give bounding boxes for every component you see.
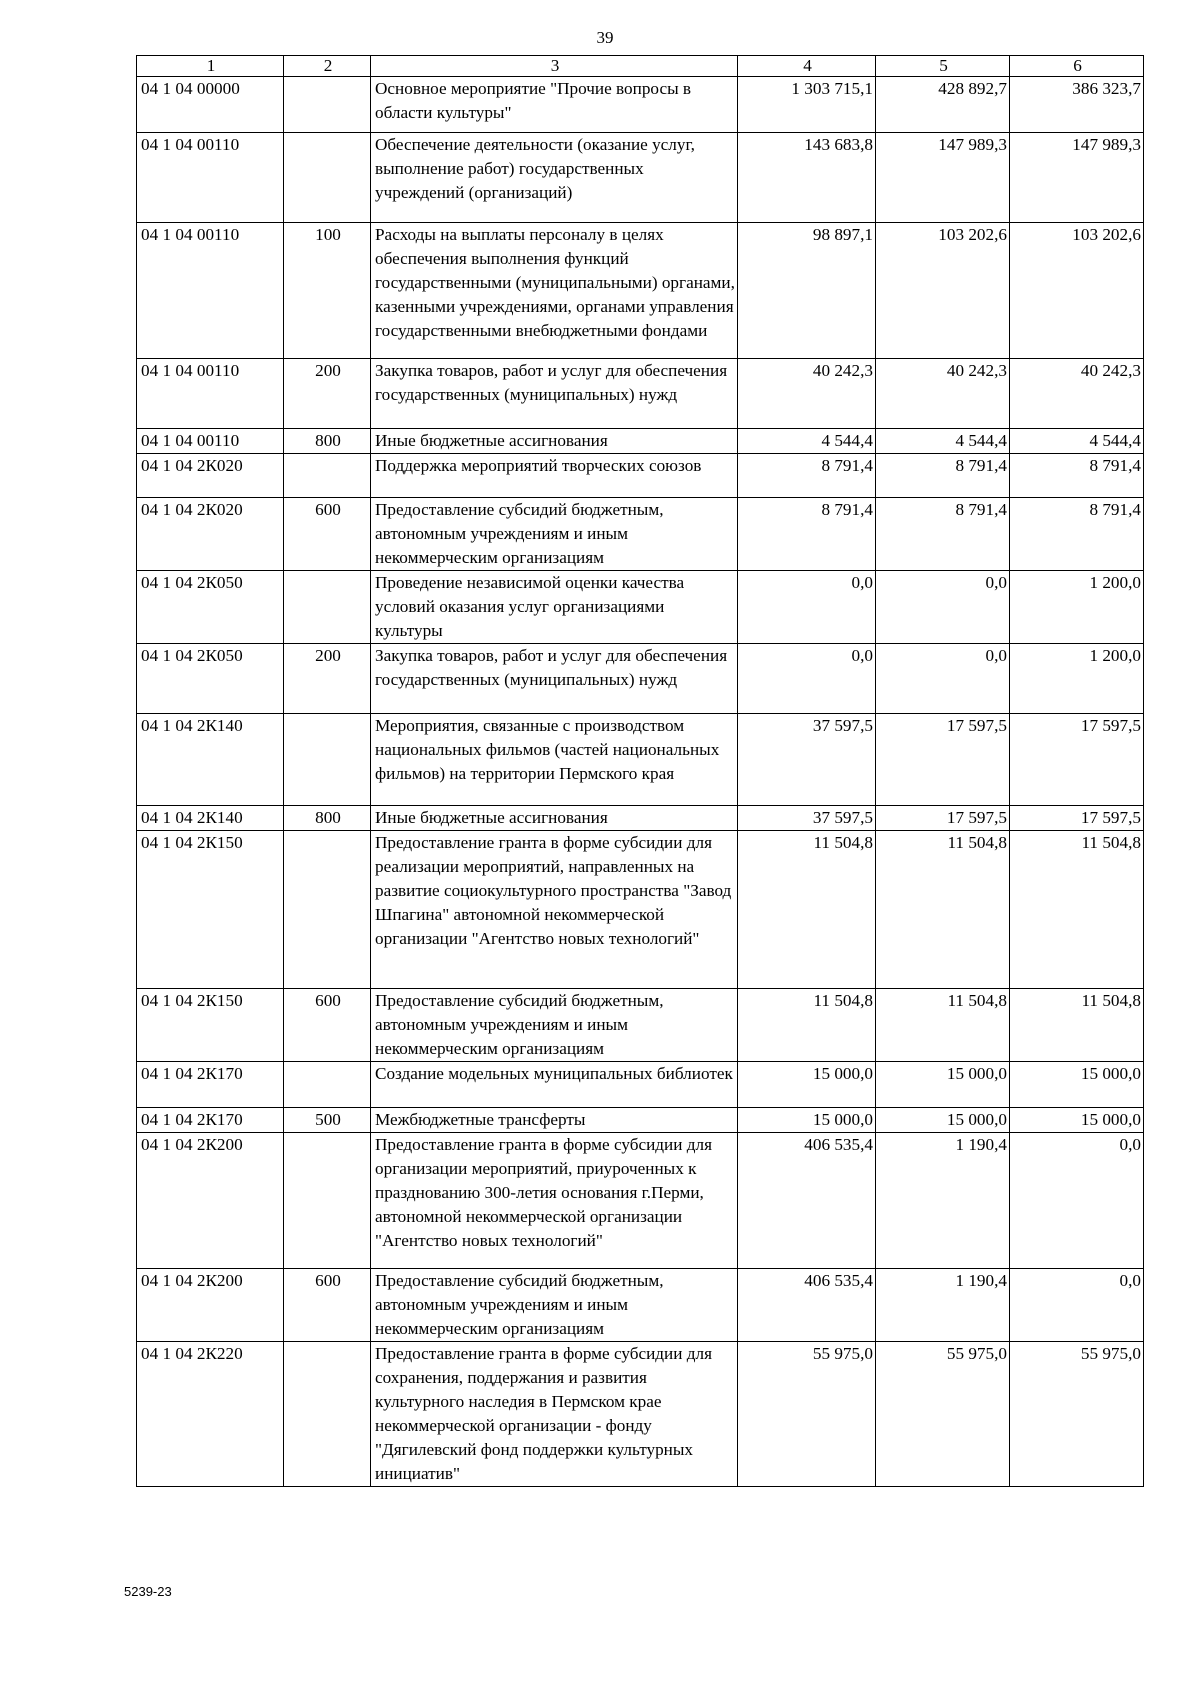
table-body — [137, 77, 1144, 1487]
cell-item-name: Закупка товаров, работ и услуг для обеспечения государственных (муниципальных) нужд — [371, 644, 738, 714]
cell-expense-type: 600 — [284, 989, 371, 1062]
cell-value-col5: 15 000,0 — [876, 1062, 1010, 1108]
cell-value-col5: 1 190,4 — [876, 1269, 1010, 1342]
table-row — [137, 133, 1144, 223]
cell-item-name: Иные бюджетные ассигнования — [371, 429, 738, 454]
cell-code: 04 1 04 00110 — [137, 429, 284, 454]
cell-expense-type — [284, 454, 371, 498]
table-row — [137, 831, 1144, 989]
cell-value-col6: 147 989,3 — [1010, 133, 1144, 223]
table-row — [137, 429, 1144, 454]
cell-item-name: Основное мероприятие "Прочие вопросы в области культуры" — [371, 77, 738, 133]
cell-value-col6: 55 975,0 — [1010, 1342, 1144, 1487]
cell-value-col6: 0,0 — [1010, 1269, 1144, 1342]
cell-value-col4: 0,0 — [738, 644, 876, 714]
cell-expense-type: 600 — [284, 1269, 371, 1342]
table-row — [137, 1062, 1144, 1108]
cell-value-col4: 8 791,4 — [738, 498, 876, 571]
cell-code: 04 1 04 00110 — [137, 359, 284, 429]
cell-value-col4: 15 000,0 — [738, 1062, 876, 1108]
column-header-6: 6 — [1010, 56, 1144, 77]
cell-value-col6: 0,0 — [1010, 1133, 1144, 1269]
cell-item-name: Мероприятия, связанные с производством национальных фильмов (частей национальных фильмов) на территории Пермского края — [371, 714, 738, 806]
cell-value-col6: 17 597,5 — [1010, 806, 1144, 831]
cell-value-col6: 17 597,5 — [1010, 714, 1144, 806]
cell-item-name: Расходы на выплаты персоналу в целях обеспечения выполнения функций государственными (муниципальными) органами, казенными учреждениями, органами управления государственными внебюджетными фондами — [371, 223, 738, 359]
cell-value-col4: 11 504,8 — [738, 989, 876, 1062]
cell-expense-type: 500 — [284, 1108, 371, 1133]
cell-value-col5: 4 544,4 — [876, 429, 1010, 454]
cell-code: 04 1 04 2К150 — [137, 831, 284, 989]
table-row — [137, 644, 1144, 714]
header-row — [137, 56, 1144, 77]
cell-expense-type: 200 — [284, 644, 371, 714]
table-row — [137, 806, 1144, 831]
column-header-1: 1 — [137, 56, 284, 77]
cell-value-col4: 37 597,5 — [738, 714, 876, 806]
cell-value-col4: 37 597,5 — [738, 806, 876, 831]
cell-value-col5: 11 504,8 — [876, 989, 1010, 1062]
cell-expense-type: 800 — [284, 806, 371, 831]
cell-value-col5: 0,0 — [876, 644, 1010, 714]
cell-value-col4: 4 544,4 — [738, 429, 876, 454]
cell-value-col6: 8 791,4 — [1010, 454, 1144, 498]
cell-expense-type — [284, 831, 371, 989]
cell-expense-type: 800 — [284, 429, 371, 454]
table-row — [137, 571, 1144, 644]
cell-value-col5: 428 892,7 — [876, 77, 1010, 133]
cell-value-col4: 143 683,8 — [738, 133, 876, 223]
cell-value-col5: 103 202,6 — [876, 223, 1010, 359]
cell-code: 04 1 04 2К050 — [137, 571, 284, 644]
cell-item-name: Предоставление субсидий бюджетным, автономным учреждениям и иным некоммерческим организациям — [371, 1269, 738, 1342]
document-code: 5239-23 — [124, 1584, 172, 1599]
cell-value-col6: 40 242,3 — [1010, 359, 1144, 429]
cell-code: 04 1 04 2К050 — [137, 644, 284, 714]
cell-value-col5: 1 190,4 — [876, 1133, 1010, 1269]
cell-value-col5: 17 597,5 — [876, 806, 1010, 831]
table-header — [137, 56, 1144, 77]
cell-item-name: Межбюджетные трансферты — [371, 1108, 738, 1133]
cell-item-name: Предоставление субсидий бюджетным, автономным учреждениям и иным некоммерческим организациям — [371, 989, 738, 1062]
cell-value-col5: 0,0 — [876, 571, 1010, 644]
table-row — [137, 714, 1144, 806]
table-row — [137, 359, 1144, 429]
cell-item-name: Предоставление субсидий бюджетным, автономным учреждениям и иным некоммерческим организациям — [371, 498, 738, 571]
cell-code: 04 1 04 2К140 — [137, 714, 284, 806]
cell-expense-type — [284, 1342, 371, 1487]
cell-value-col5: 11 504,8 — [876, 831, 1010, 989]
cell-item-name: Проведение независимой оценки качества условий оказания услуг организациями культуры — [371, 571, 738, 644]
cell-value-col4: 1 303 715,1 — [738, 77, 876, 133]
cell-item-name: Предоставление гранта в форме субсидии для организации мероприятий, приуроченных к празднованию 300-летия основания г.Перми, автономной некоммерческой организации "Агентство новых технологий" — [371, 1133, 738, 1269]
cell-value-col5: 8 791,4 — [876, 498, 1010, 571]
cell-code: 04 1 04 00110 — [137, 223, 284, 359]
cell-value-col6: 15 000,0 — [1010, 1108, 1144, 1133]
cell-value-col5: 8 791,4 — [876, 454, 1010, 498]
cell-value-col4: 11 504,8 — [738, 831, 876, 989]
column-header-2: 2 — [284, 56, 371, 77]
cell-code: 04 1 04 00110 — [137, 133, 284, 223]
cell-code: 04 1 04 00000 — [137, 77, 284, 133]
cell-value-col4: 8 791,4 — [738, 454, 876, 498]
table-row — [137, 1269, 1144, 1342]
cell-value-col6: 386 323,7 — [1010, 77, 1144, 133]
cell-expense-type — [284, 1062, 371, 1108]
cell-item-name: Поддержка мероприятий творческих союзов — [371, 454, 738, 498]
cell-code: 04 1 04 2К220 — [137, 1342, 284, 1487]
column-header-4: 4 — [738, 56, 876, 77]
table-row — [137, 77, 1144, 133]
cell-expense-type — [284, 714, 371, 806]
page-number: 39 — [596, 28, 614, 47]
cell-value-col5: 55 975,0 — [876, 1342, 1010, 1487]
cell-code: 04 1 04 2К170 — [137, 1108, 284, 1133]
cell-expense-type — [284, 133, 371, 223]
cell-expense-type: 100 — [284, 223, 371, 359]
cell-item-name: Предоставление гранта в форме субсидии для реализации мероприятий, направленных на развитие социокультурного пространства "Завод Шпагина" автономной некоммерческой организации "Агентство новых технологий" — [371, 831, 738, 989]
cell-value-col4: 406 535,4 — [738, 1133, 876, 1269]
cell-value-col5: 15 000,0 — [876, 1108, 1010, 1133]
cell-item-name: Обеспечение деятельности (оказание услуг, выполнение работ) государственных учреждений (организаций) — [371, 133, 738, 223]
cell-item-name: Иные бюджетные ассигнования — [371, 806, 738, 831]
table-row — [137, 1108, 1144, 1133]
cell-value-col6: 15 000,0 — [1010, 1062, 1144, 1108]
cell-value-col4: 406 535,4 — [738, 1269, 876, 1342]
table-row — [137, 1133, 1144, 1269]
cell-value-col4: 98 897,1 — [738, 223, 876, 359]
cell-expense-type: 600 — [284, 498, 371, 571]
table-row — [137, 498, 1144, 571]
cell-code: 04 1 04 2К200 — [137, 1133, 284, 1269]
cell-value-col5: 40 242,3 — [876, 359, 1010, 429]
cell-code: 04 1 04 2К020 — [137, 454, 284, 498]
cell-value-col5: 17 597,5 — [876, 714, 1010, 806]
cell-value-col6: 1 200,0 — [1010, 571, 1144, 644]
cell-expense-type — [284, 571, 371, 644]
cell-code: 04 1 04 2К140 — [137, 806, 284, 831]
cell-value-col6: 103 202,6 — [1010, 223, 1144, 359]
cell-value-col5: 147 989,3 — [876, 133, 1010, 223]
column-header-5: 5 — [876, 56, 1010, 77]
cell-code: 04 1 04 2К150 — [137, 989, 284, 1062]
cell-code: 04 1 04 2К200 — [137, 1269, 284, 1342]
cell-expense-type — [284, 1133, 371, 1269]
column-header-3: 3 — [371, 56, 738, 77]
cell-value-col6: 4 544,4 — [1010, 429, 1144, 454]
cell-item-name: Закупка товаров, работ и услуг для обеспечения государственных (муниципальных) нужд — [371, 359, 738, 429]
cell-value-col4: 0,0 — [738, 571, 876, 644]
table-row — [137, 454, 1144, 498]
cell-value-col6: 11 504,8 — [1010, 831, 1144, 989]
cell-expense-type — [284, 77, 371, 133]
table-row — [137, 223, 1144, 359]
cell-value-col4: 55 975,0 — [738, 1342, 876, 1487]
cell-code: 04 1 04 2К170 — [137, 1062, 284, 1108]
cell-value-col6: 8 791,4 — [1010, 498, 1144, 571]
budget-table — [136, 55, 1144, 1487]
cell-item-name: Создание модельных муниципальных библиотек — [371, 1062, 738, 1108]
cell-value-col6: 11 504,8 — [1010, 989, 1144, 1062]
cell-value-col4: 15 000,0 — [738, 1108, 876, 1133]
cell-value-col4: 40 242,3 — [738, 359, 876, 429]
cell-value-col6: 1 200,0 — [1010, 644, 1144, 714]
table-row — [137, 1342, 1144, 1487]
cell-expense-type: 200 — [284, 359, 371, 429]
cell-code: 04 1 04 2К020 — [137, 498, 284, 571]
cell-item-name: Предоставление гранта в форме субсидии для сохранения, поддержания и развития культурного наследия в Пермском крае некоммерческой организации - фонду "Дягилевский фонд поддержки культурных инициатив" — [371, 1342, 738, 1487]
table-row — [137, 989, 1144, 1062]
